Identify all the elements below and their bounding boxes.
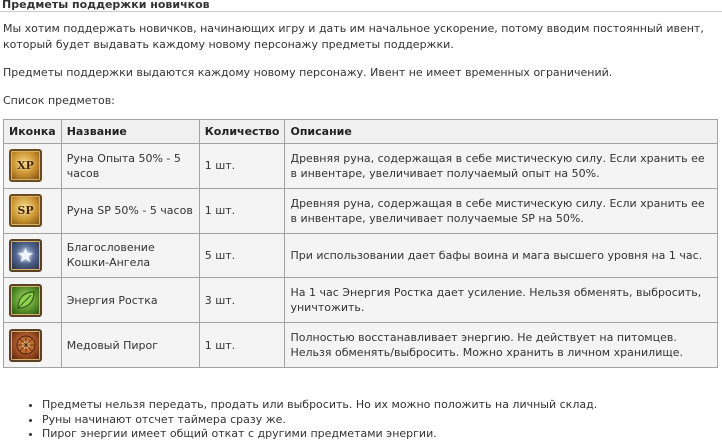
items-list-heading: Список предметов: [3, 94, 115, 107]
item-icon-cell [4, 278, 62, 323]
sp-rune-glyph: SP [17, 204, 34, 218]
list-item: • Руны начинают отсчет таймера сразу же. [42, 413, 597, 428]
table-row [4, 144, 718, 189]
star-blessing-icon: ★ [9, 239, 42, 272]
item-name: Руна Опыта 50% - 5 часов [61, 144, 199, 189]
title-divider [0, 11, 722, 12]
xp-rune-icon [9, 149, 42, 182]
header-name: Название [61, 120, 199, 144]
item-quantity: 1 шт. [199, 323, 285, 368]
item-quantity: 1 шт. [199, 144, 285, 189]
list-item: • Предметы нельзя передать, продать или выбросить. Но их можно положить на личный склад. [42, 398, 597, 413]
event-note: Предметы поддержки выдаются каждому новому персонажу. Ивент не имеет временных ограничений. [3, 66, 613, 79]
item-description: При использовании дает бафы воина и мага высшего уровня на 1 час. [285, 233, 718, 278]
item-description: На 1 час Энергия Ростка дает усиление. Нельзя обменять, выбросить, уничтожить. [285, 278, 718, 323]
item-icon-cell [4, 144, 62, 189]
xp-rune-glyph: XP [17, 159, 34, 173]
header-quantity: Количество [199, 120, 285, 144]
table-row [4, 278, 718, 323]
leaf-icon [9, 284, 42, 317]
list-item: • Пирог энергии имеет общий откат с другими предметами энергии. [42, 427, 597, 441]
intro-paragraph: Мы хотим поддержать новичков, начинающих игру и дать им начальное ускорение, потому вводим постоянный ивент, который будет выдавать каждому новому персонажу предметы поддержки. [3, 22, 704, 51]
item-name: Руна SP 50% - 5 часов [61, 188, 199, 233]
item-description: Древняя руна, содержащая в себе мистическую силу. Если хранить ее в инвентаре, увеличивает получаемые SP на 50%. [285, 188, 718, 233]
page-title: Предметы поддержки новичков [2, 0, 210, 11]
header-icon: Иконка [4, 120, 62, 144]
notes-list [42, 398, 597, 441]
table-row [4, 188, 718, 233]
table-row [4, 323, 718, 368]
item-icon-cell [4, 233, 62, 278]
table-row [4, 233, 718, 278]
pie-icon [9, 329, 42, 362]
item-quantity: 1 шт. [199, 188, 285, 233]
header-description: Описание [285, 120, 718, 144]
item-description: Древняя руна, содержащая в себе мистическую силу. Если хранить ее в инвентаре, увеличивает получаемый опыт на 50%. [285, 144, 718, 189]
item-icon-cell [4, 323, 62, 368]
items-table [3, 119, 718, 368]
item-quantity: 5 шт. [199, 233, 285, 278]
item-name: Медовый Пирог [61, 323, 199, 368]
table-header-row [4, 120, 718, 144]
item-icon-cell [4, 188, 62, 233]
item-name: Благословение Кошки-Ангела [61, 233, 199, 278]
sp-rune-icon [9, 194, 42, 227]
item-quantity: 3 шт. [199, 278, 285, 323]
item-name: Энергия Ростка [61, 278, 199, 323]
item-description: Полностью восстанавливает энергию. Не действует на питомцев. Нельзя обменять/выбросить. Можно хранить в личном хранилище. [285, 323, 718, 368]
